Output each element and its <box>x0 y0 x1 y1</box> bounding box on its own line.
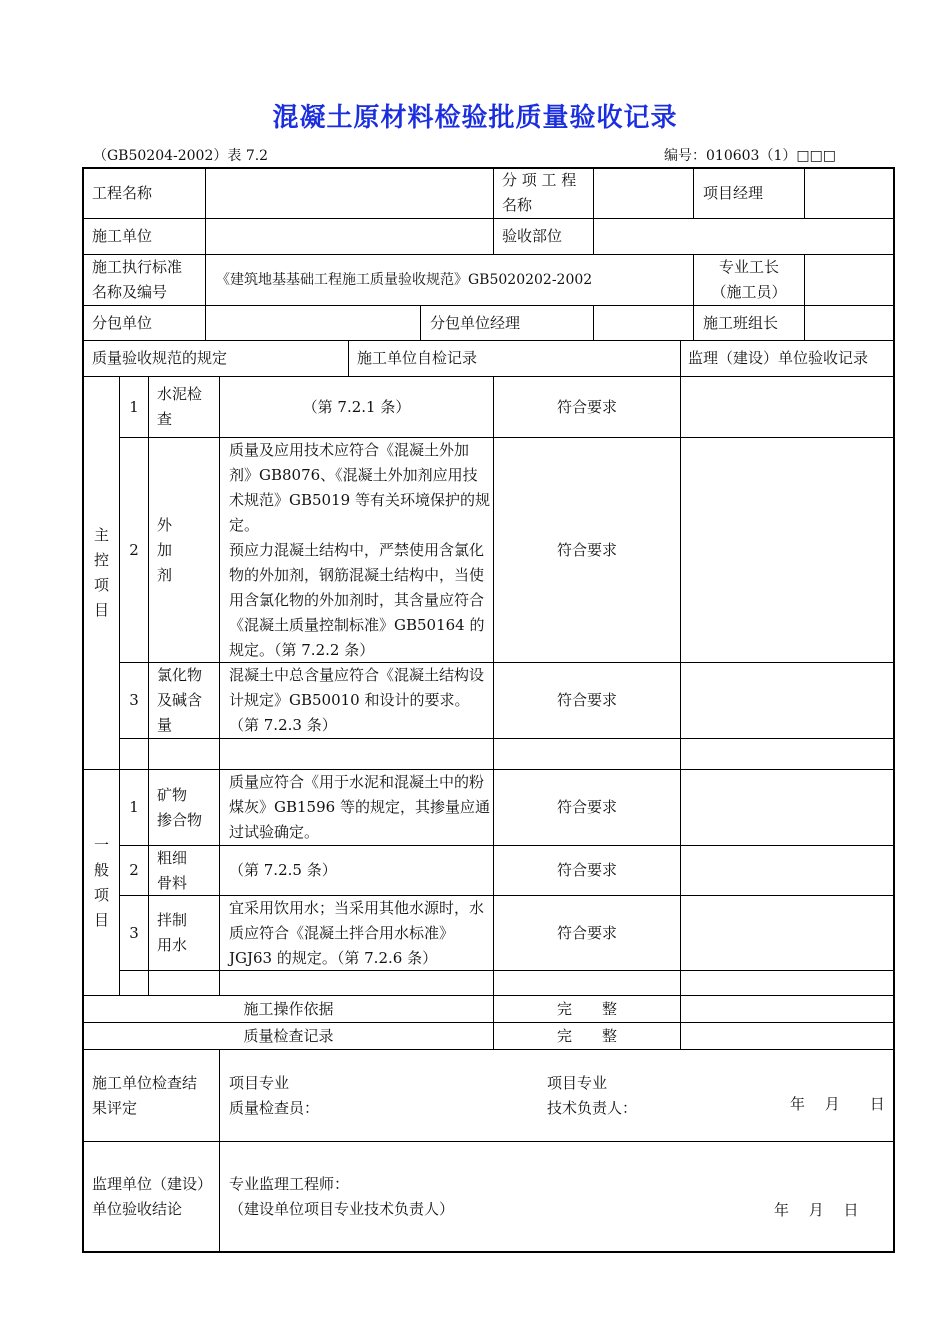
vline <box>680 340 681 376</box>
hline <box>119 738 895 739</box>
vline <box>693 167 694 218</box>
vline <box>205 167 206 340</box>
acceptance-part-label: 验收部位 <box>502 227 563 245</box>
vline <box>219 376 220 995</box>
project-name-label: 工程名称 <box>92 183 153 202</box>
main-item-spec: 混凝土中总含量应符合《混凝土结构设计规定》GB50010 和设计的要求。（第 7.2.3 条） <box>229 666 485 734</box>
general-item-no: 2 <box>129 861 139 879</box>
subcontractor-manager-label: 分包单位经理 <box>430 313 521 332</box>
general-item-spec: （第 7.2.5 条） <box>229 861 337 879</box>
general-item-name: 拌制 用水 <box>157 911 188 954</box>
main-item-name: 外 加 剂 <box>157 515 173 584</box>
main-item-spec: （第 7.2.1 条） <box>302 397 411 416</box>
main-item-result: 符合要求 <box>556 540 617 559</box>
quality-inspector-field: 项目专业 质量检查员： <box>229 1073 320 1117</box>
vline <box>593 305 594 340</box>
construction-eval-date: 年 月 日 <box>790 1094 885 1113</box>
main-item-no: 3 <box>129 691 139 709</box>
general-item-result: 符合要求 <box>556 798 617 816</box>
vline <box>219 1049 220 1252</box>
general-items-label: 一 般 项 目 <box>93 835 109 929</box>
main-item-spec: 质量及应用技术应符合《混凝土外加剂》GB8076、《混凝土外加剂应用技术规范》GB5019 等有关环境保护的规定。 预应力混凝土结构中，严禁使用含氯化物的外加剂，钢筋混凝土结构中，当使用含氯化物的外加剂时，其含量应符合《混凝土质量控制标准》GB50164 的规定。（第 7.2.2 条） <box>229 440 490 659</box>
main-item-name: 氯化物 及碱含 量 <box>157 666 203 734</box>
main-item-name: 水泥检 查 <box>157 385 203 428</box>
standard-reference: （GB50204-2002）表 7.2 <box>93 148 269 164</box>
main-item-no: 1 <box>129 397 139 416</box>
inspection-records-value: 完 整 <box>556 1026 617 1045</box>
main-control-label: 主 控 项 目 <box>93 526 109 619</box>
team-leader-label: 施工班组长 <box>703 313 779 332</box>
general-item-spec: 宜采用饮用水；当采用其他水源时，水质应符合《混凝土拌合用水标准》JGJ63 的规定。（第 7.2.6 条） <box>229 898 485 967</box>
supervision-eval-date: 年 月 日 <box>774 1200 859 1219</box>
supervision-engineer-field: 专业监理工程师： （建设单位项目专业技术负责人） <box>229 1174 455 1218</box>
construction-eval-label: 施工单位检查结 果评定 <box>92 1073 198 1117</box>
general-item-spec: 质量应符合《用于水泥和混凝土中的粉煤灰》GB1596 等的规定，其掺量应通过试验确定。 <box>229 773 490 841</box>
general-item-result: 符合要求 <box>556 923 617 942</box>
vline <box>804 167 805 218</box>
form-number: 编号：010603（1）□□□ <box>664 148 837 164</box>
column-self-check: 施工单位自检记录 <box>357 349 478 367</box>
sub-project-label: 分 项 工 程 名称 <box>502 171 577 214</box>
vline <box>680 376 681 1049</box>
border-right <box>893 167 895 1253</box>
general-item-no: 3 <box>129 923 139 942</box>
standard-label: 施工执行标准 名称及编号 <box>92 258 183 301</box>
operation-basis-label: 施工操作依据 <box>243 999 334 1018</box>
tech-lead-field: 项目专业 技术负责人： <box>547 1073 638 1117</box>
column-supervision: 监理（建设）单位验收记录 <box>688 349 869 367</box>
foreman-label: 专业工长 （施工员） <box>711 258 787 301</box>
project-manager-label: 项目经理 <box>703 183 764 202</box>
general-item-name: 粗细 骨料 <box>157 848 188 892</box>
operation-basis-value: 完 整 <box>556 999 617 1018</box>
vline <box>148 376 149 995</box>
supervision-eval-label: 监理单位（建设） 单位验收结论 <box>92 1174 213 1218</box>
vline <box>804 254 805 340</box>
main-item-result: 符合要求 <box>556 397 617 416</box>
general-item-result: 符合要求 <box>556 861 617 879</box>
vline <box>420 305 421 340</box>
vline <box>493 167 494 254</box>
form-title: 混凝土原材料检验批质量验收记录 <box>272 103 678 133</box>
inspection-records-label: 质量检查记录 <box>243 1026 334 1045</box>
main-item-result: 符合要求 <box>556 691 617 709</box>
general-item-name: 矿物 掺合物 <box>157 785 203 829</box>
subcontractor-label: 分包单位 <box>92 313 153 332</box>
construction-unit-label: 施工单位 <box>92 227 153 245</box>
standard-value: 《建筑地基基础工程施工质量验收规范》GB5020202-2002 <box>216 271 593 288</box>
main-item-no: 2 <box>129 540 139 559</box>
vline <box>348 340 349 376</box>
border-bottom <box>82 1251 895 1253</box>
column-spec: 质量验收规范的规定 <box>92 349 228 367</box>
general-item-no: 1 <box>129 798 139 816</box>
